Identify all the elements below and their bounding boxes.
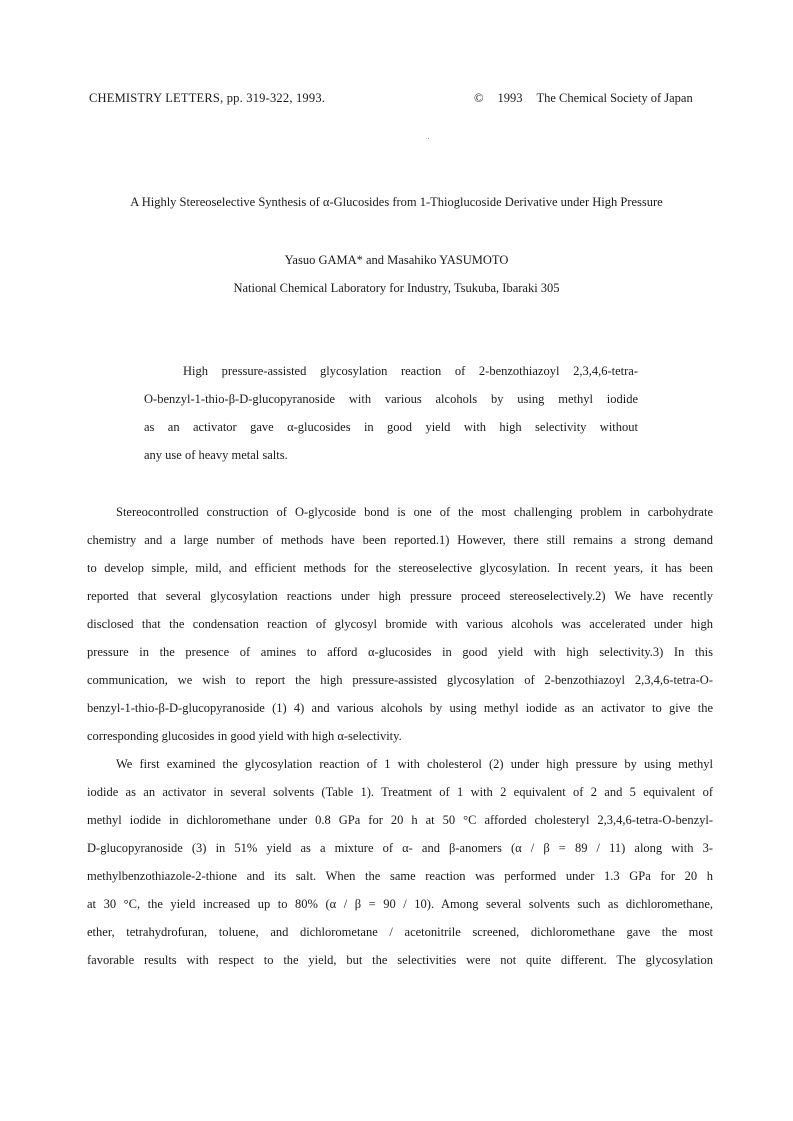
- body-line: chemistry and a large number of methods have been reported.1) However, there still remains a strong demand: [87, 533, 713, 547]
- copyright-year: 1993: [497, 91, 523, 105]
- body-line: iodide as an activator in several solvents (Table 1). Treatment of 1 with 2 equivalent of 2 and 5 equivalent of: [87, 785, 713, 799]
- abstract-line: any use of heavy metal salts.: [144, 448, 288, 462]
- abstract: [144, 362, 638, 474]
- body-line: corresponding glucosides in good yield with high α-selectivity.: [87, 729, 402, 743]
- body-line: disclosed that the condensation reaction of glycosyl bromide with various alcohols was accelerated under high: [87, 617, 713, 631]
- journal-citation: CHEMISTRY LETTERS, pp. 319-322, 1993.: [89, 91, 326, 105]
- abstract-line: as an activator gave α-glucosides in good yield with high selectivity without: [144, 420, 638, 434]
- copyright-symbol: ©: [474, 91, 484, 105]
- body-text: [87, 503, 713, 979]
- body-line: Stereocontrolled construction of O-glycoside bond is one of the most challenging problem in carbohydrate: [116, 505, 713, 519]
- body-line: ether, tetrahydrofuran, toluene, and dichlorometane / acetonitrile screened, dichloromethane gave the most: [87, 925, 713, 939]
- body-line: pressure in the presence of amines to afford α-glucosides in good yield with high selectivity.3) In this: [87, 645, 713, 659]
- paper-title: A Highly Stereoselective Synthesis of α-Glucosides from 1-Thioglucoside Derivative under High Pressure: [130, 195, 663, 209]
- body-line: D-glucopyranoside (3) in 51% yield as a mixture of α- and β-anomers (α / β = 89 / 11) along with 3-: [87, 841, 713, 855]
- body-line: reported that several glycosylation reactions under high pressure proceed stereoselectively.2) We have recently: [87, 589, 713, 603]
- abstract-line: High pressure-assisted glycosylation reaction of 2-benzothiazoyl 2,3,4,6-tetra-: [183, 364, 638, 378]
- body-line: benzyl-1-thio-β-D-glucopyranoside (1) 4) and various alcohols by using methyl iodide as an activator to give the: [87, 701, 713, 715]
- body-line: at 30 °C, the yield increased up to 80% (α / β = 90 / 10). Among several solvents such as dichloromethane,: [87, 897, 713, 911]
- body-line: methylbenzothiazole-2-thione and its salt. When the same reaction was performed under 1.3 GPa for 20 h: [87, 869, 713, 883]
- body-line: to develop simple, mild, and efficient methods for the stereoselective glycosylation. In recent years, it has been: [87, 561, 713, 575]
- author-affiliation: National Chemical Laboratory for Industry, Tsukuba, Ibaraki 305: [233, 281, 560, 295]
- author-list: Yasuo GAMA* and Masahiko YASUMOTO: [284, 253, 509, 267]
- scan-speck: [428, 138, 429, 139]
- body-line: favorable results with respect to the yield, but the selectivities were not quite different. The glycosylation: [87, 953, 713, 967]
- copyright-notice: [474, 91, 693, 106]
- abstract-line: O-benzyl-1-thio-β-D-glucopyranoside with various alcohols by using methyl iodide: [144, 392, 638, 406]
- body-line: methyl iodide in dichloromethane under 0.8 GPa for 20 h at 50 °C afforded cholesteryl 2,3,4,6-tetra-O-benzyl-: [87, 813, 713, 827]
- society-name: The Chemical Society of Japan: [536, 91, 693, 105]
- body-line: communication, we wish to report the high pressure-assisted glycosylation of 2-benzothiazoyl 2,3,4,6-tetra-O-: [87, 673, 713, 687]
- body-line: We first examined the glycosylation reaction of 1 with cholesterol (2) under high pressure by using methyl: [116, 757, 713, 771]
